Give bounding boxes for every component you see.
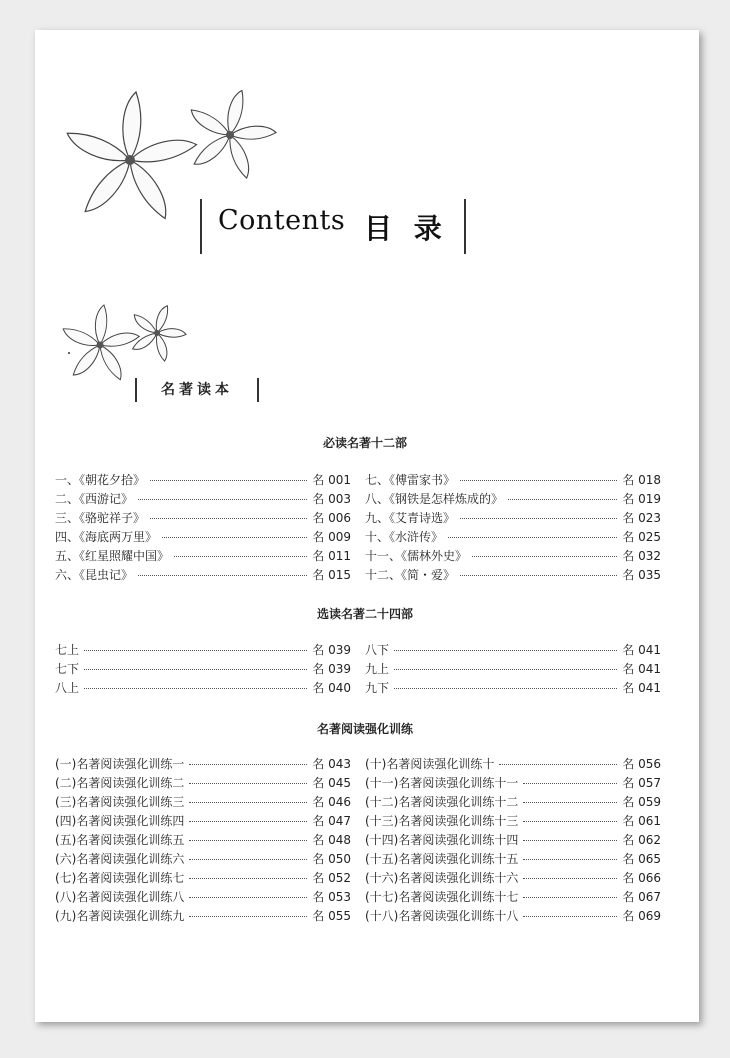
dot-leader	[523, 878, 617, 879]
toc-entry[interactable]	[365, 641, 661, 660]
toc-entry-page: 名 023	[622, 511, 661, 525]
toc-entry[interactable]	[365, 850, 661, 869]
dot-leader	[394, 688, 617, 689]
dot-leader	[84, 650, 307, 651]
toc-entry-label: (四)名著阅读强化训练四	[55, 814, 185, 828]
toc-entry-label: (七)名著阅读强化训练七	[55, 871, 185, 885]
toc-entry-page: 名 040	[312, 681, 351, 695]
dot-leader	[448, 537, 617, 538]
dot-leader	[523, 840, 617, 841]
toc-entry-label: (五)名著阅读强化训练五	[55, 833, 185, 847]
toc-entry-page: 名 059	[622, 795, 661, 809]
toc-entry[interactable]	[55, 774, 351, 793]
dot-leader	[508, 499, 617, 500]
toc-entry-page: 名 065	[622, 852, 661, 866]
toc-entry[interactable]	[365, 679, 661, 698]
dot-leader	[150, 518, 307, 519]
group-optional-left-column	[55, 641, 351, 698]
toc-entry-page: 名 057	[622, 776, 661, 790]
dot-leader	[523, 802, 617, 803]
toc-entry[interactable]	[365, 774, 661, 793]
toc-entry-page: 名 050	[312, 852, 351, 866]
toc-entry[interactable]	[365, 869, 661, 888]
toc-entry-label: (十三)名著阅读强化训练十三	[365, 814, 519, 828]
toc-entry-page: 名 048	[312, 833, 351, 847]
toc-entry-label: 九下	[365, 681, 390, 695]
flower-decoration-small-icon	[55, 300, 195, 385]
dot-leader	[150, 480, 307, 481]
toc-entry-page: 名 001	[312, 473, 351, 487]
toc-entry[interactable]	[55, 755, 351, 774]
toc-entry-label: 九、《艾青诗选》	[365, 511, 456, 525]
group-title-training: 名著阅读强化训练	[316, 722, 413, 736]
dot-leader	[189, 802, 307, 803]
toc-entry-label: (十)名著阅读强化训练十	[365, 757, 495, 771]
group-training-left-column	[55, 755, 351, 926]
toc-entry[interactable]	[55, 679, 351, 698]
toc-entry-label: 八上	[55, 681, 80, 695]
dot-leader	[162, 537, 307, 538]
toc-entry[interactable]	[365, 660, 661, 679]
toc-entry-label: 九上	[365, 662, 390, 676]
toc-entry[interactable]	[55, 831, 351, 850]
toc-entry-label: 六、《昆虫记》	[55, 568, 134, 582]
dot-leader	[394, 669, 617, 670]
toc-entry[interactable]	[365, 490, 661, 509]
toc-entry-page: 名 046	[312, 795, 351, 809]
toc-entry[interactable]	[365, 793, 661, 812]
toc-entry-page: 名 067	[622, 890, 661, 904]
dot-leader	[523, 783, 617, 784]
group-required-right-column	[365, 471, 661, 585]
dot-leader	[394, 650, 617, 651]
toc-entry[interactable]	[365, 471, 661, 490]
toc-entry-page: 名 066	[622, 871, 661, 885]
toc-entry-page: 名 032	[622, 549, 661, 563]
toc-entry-label: (十四)名著阅读强化训练十四	[365, 833, 519, 847]
toc-entry[interactable]	[365, 547, 661, 566]
dot-leader	[189, 840, 307, 841]
dot-leader	[189, 897, 307, 898]
toc-entry-page: 名 003	[312, 492, 351, 506]
toc-entry-page: 名 043	[312, 757, 351, 771]
toc-entry-label: 五、《红星照耀中国》	[55, 549, 170, 563]
toc-entry-label: (十六)名著阅读强化训练十六	[365, 871, 519, 885]
dot-leader	[523, 916, 617, 917]
dot-leader	[523, 897, 617, 898]
toc-entry[interactable]	[365, 812, 661, 831]
section-title: 名著读本	[135, 378, 259, 402]
toc-entry-page: 名 055	[312, 909, 351, 923]
toc-entry[interactable]	[365, 888, 661, 907]
toc-entry-label: (二)名著阅读强化训练二	[55, 776, 185, 790]
toc-entry-page: 名 015	[312, 568, 351, 582]
toc-entry-label: (十七)名著阅读强化训练十七	[365, 890, 519, 904]
toc-entry-page: 名 035	[622, 568, 661, 582]
toc-entry-page: 名 053	[312, 890, 351, 904]
toc-entry-label: 七上	[55, 643, 80, 657]
dot-leader	[523, 859, 617, 860]
toc-entry[interactable]	[365, 755, 661, 774]
toc-entry-page: 名 041	[622, 662, 661, 676]
toc-entry-page: 名 045	[312, 776, 351, 790]
dot-leader	[499, 764, 617, 765]
toc-entry[interactable]	[55, 641, 351, 660]
toc-entry-page: 名 009	[312, 530, 351, 544]
toc-entry-page: 名 018	[622, 473, 661, 487]
dot-leader	[189, 783, 307, 784]
dot-leader	[523, 821, 617, 822]
toc-entry-label: (十一)名著阅读强化训练十一	[365, 776, 519, 790]
dot-leader	[174, 556, 307, 557]
toc-entry-label: 一、《朝花夕拾》	[55, 473, 146, 487]
toc-entry-label: 四、《海底两万里》	[55, 530, 158, 544]
toc-entry-page: 名 039	[312, 643, 351, 657]
toc-entry-page: 名 011	[312, 549, 351, 563]
dot-leader	[189, 878, 307, 879]
toc-entry-page: 名 025	[622, 530, 661, 544]
toc-entry-page: 名 019	[622, 492, 661, 506]
dot-leader	[189, 764, 307, 765]
toc-entry[interactable]	[55, 812, 351, 831]
toc-entry[interactable]	[55, 888, 351, 907]
dot-leader	[460, 518, 617, 519]
toc-entry[interactable]	[55, 660, 351, 679]
toc-entry[interactable]	[55, 509, 351, 528]
toc-entry-page: 名 062	[622, 833, 661, 847]
toc-entry[interactable]	[55, 850, 351, 869]
dot-leader	[189, 916, 307, 917]
toc-entry[interactable]	[55, 566, 351, 585]
toc-entry-label: 八下	[365, 643, 390, 657]
group-title-optional: 选读名著二十四部	[316, 607, 413, 621]
toc-entry-label: (十五)名著阅读强化训练十五	[365, 852, 519, 866]
toc-entry-label: (八)名著阅读强化训练八	[55, 890, 185, 904]
contents-title-chinese: 目 录	[364, 212, 448, 245]
toc-entry-label: (十二)名著阅读强化训练十二	[365, 795, 519, 809]
dot-mark	[68, 352, 70, 354]
toc-entry-label: 十一、《儒林外史》	[365, 549, 468, 563]
toc-entry-page: 名 041	[622, 643, 661, 657]
toc-entry[interactable]	[365, 528, 661, 547]
toc-entry-page: 名 039	[312, 662, 351, 676]
toc-entry-label: 十、《水浒传》	[365, 530, 444, 544]
toc-entry[interactable]	[365, 831, 661, 850]
contents-title-english: Contents	[218, 205, 346, 236]
toc-entry-page: 名 069	[622, 909, 661, 923]
dot-leader	[84, 669, 307, 670]
dot-leader	[460, 575, 617, 576]
dot-leader	[138, 575, 307, 576]
toc-entry-page: 名 041	[622, 681, 661, 695]
toc-entry-label: 十二、《简・爱》	[365, 568, 456, 582]
toc-entry-page: 名 052	[312, 871, 351, 885]
toc-entry-label: (六)名著阅读强化训练六	[55, 852, 185, 866]
toc-entry-page: 名 047	[312, 814, 351, 828]
toc-entry[interactable]	[365, 566, 661, 585]
toc-entry-label: (十八)名著阅读强化训练十八	[365, 909, 519, 923]
dot-leader	[460, 480, 617, 481]
dot-leader	[138, 499, 307, 500]
toc-entry[interactable]	[55, 869, 351, 888]
toc-entry[interactable]	[55, 907, 351, 926]
dot-leader	[189, 859, 307, 860]
toc-entry-label: 七下	[55, 662, 80, 676]
dot-leader	[189, 821, 307, 822]
toc-entry[interactable]	[55, 471, 351, 490]
toc-entry[interactable]	[365, 509, 661, 528]
group-training-right-column	[365, 755, 661, 926]
toc-entry-page: 名 061	[622, 814, 661, 828]
toc-entry[interactable]	[55, 547, 351, 566]
toc-entry-label: 二、《西游记》	[55, 492, 134, 506]
toc-entry-label: (一)名著阅读强化训练一	[55, 757, 185, 771]
toc-entry-page: 名 006	[312, 511, 351, 525]
dot-leader	[472, 556, 617, 557]
dot-leader	[84, 688, 307, 689]
toc-entry-label: (九)名著阅读强化训练九	[55, 909, 185, 923]
group-optional-right-column	[365, 641, 661, 698]
toc-entry[interactable]	[55, 490, 351, 509]
toc-entry-page: 名 056	[622, 757, 661, 771]
toc-entry[interactable]	[55, 793, 351, 812]
toc-entry-label: 八、《钢铁是怎样炼成的》	[365, 492, 504, 506]
toc-entry-label: 七、《傅雷家书》	[365, 473, 456, 487]
toc-entry[interactable]	[55, 528, 351, 547]
toc-entry[interactable]	[365, 907, 661, 926]
group-required-left-column	[55, 471, 351, 585]
group-title-required: 必读名著十二部	[322, 436, 407, 450]
toc-entry-label: 三、《骆驼祥子》	[55, 511, 146, 525]
toc-entry-label: (三)名著阅读强化训练三	[55, 795, 185, 809]
